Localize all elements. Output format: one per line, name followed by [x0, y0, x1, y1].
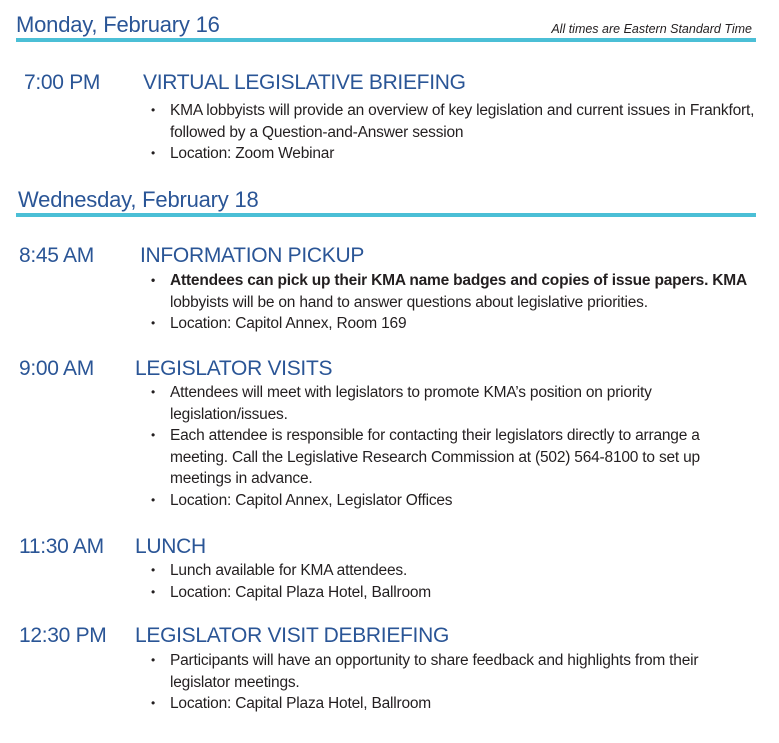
bullet-icon: •	[151, 428, 156, 442]
list-item: • Location: Capital Plaza Hotel, Ballroom	[150, 693, 760, 715]
list-item: • Location: Capitol Annex, Room 169	[150, 313, 760, 335]
event-details	[150, 270, 760, 335]
list-item: • Attendees can pick up their KMA name badges and copies of issue papers. KMA	[150, 270, 760, 292]
bullet-icon: •	[151, 103, 156, 117]
list-item: • Attendees will meet with legislators to promote KMA’s position on priority legislation/issues.	[151, 384, 652, 423]
list-item: • Location: Capital Plaza Hotel, Ballroom	[150, 582, 760, 604]
event-title: LEGISLATOR VISIT DEBRIEFING	[135, 624, 449, 647]
event-details	[150, 650, 760, 715]
day-divider	[16, 213, 756, 217]
event-time: 9:00 AM	[19, 357, 94, 380]
timezone-note: All times are Eastern Standard Time	[551, 22, 752, 36]
list-item: • KMA lobbyists will provide an overview of key legislation and current issues in Frankfort, followed by a Question-and-Answer session	[151, 102, 755, 141]
bullet-icon: •	[151, 146, 156, 160]
day-header-monday	[16, 12, 756, 42]
event-time: 8:45 AM	[19, 244, 94, 267]
bullet-icon: •	[151, 584, 156, 599]
event-time: 12:30 PM	[19, 624, 107, 647]
list-item: • Participants will have an opportunity to share feedback and highlights from their legislator meetings.	[151, 652, 699, 691]
bullet-icon: •	[151, 273, 156, 287]
day-title: Monday, February 16	[16, 12, 220, 37]
event-details	[150, 382, 760, 511]
event-title: INFORMATION PICKUP	[140, 244, 365, 267]
list-item: • Location: Capitol Annex, Legislator Offices	[150, 490, 760, 512]
event-details	[150, 560, 760, 603]
day-divider	[16, 38, 756, 42]
bullet-icon: •	[151, 316, 156, 330]
bullet-icon: •	[151, 563, 156, 577]
bullet-icon: •	[151, 385, 156, 399]
list-item: • Location: Zoom Webinar	[150, 143, 760, 165]
event-title: LUNCH	[135, 535, 206, 558]
event-details	[150, 100, 760, 165]
event-time: 11:30 AM	[19, 535, 104, 558]
bullet-icon: •	[151, 492, 156, 507]
day-title: Wednesday, February 18	[18, 187, 259, 212]
event-title: VIRTUAL LEGISLATIVE BRIEFING	[143, 71, 466, 94]
list-item: • Lunch available for KMA attendees.	[150, 560, 760, 582]
event-title: LEGISLATOR VISITS	[135, 357, 333, 380]
list-item-continuation: lobbyists will be on hand to answer questions about legislative priorities.	[170, 293, 648, 311]
bullet-icon: •	[151, 696, 156, 710]
list-item: • Each attendee is responsible for contacting their legislators directly to arrange a meeting. Call the Legislative Research Commission at (502) 564-8100 to set up meetings in advance.	[151, 427, 700, 487]
day-header-wednesday	[16, 187, 756, 217]
bullet-icon: •	[151, 653, 156, 667]
event-time: 7:00 PM	[24, 71, 101, 94]
